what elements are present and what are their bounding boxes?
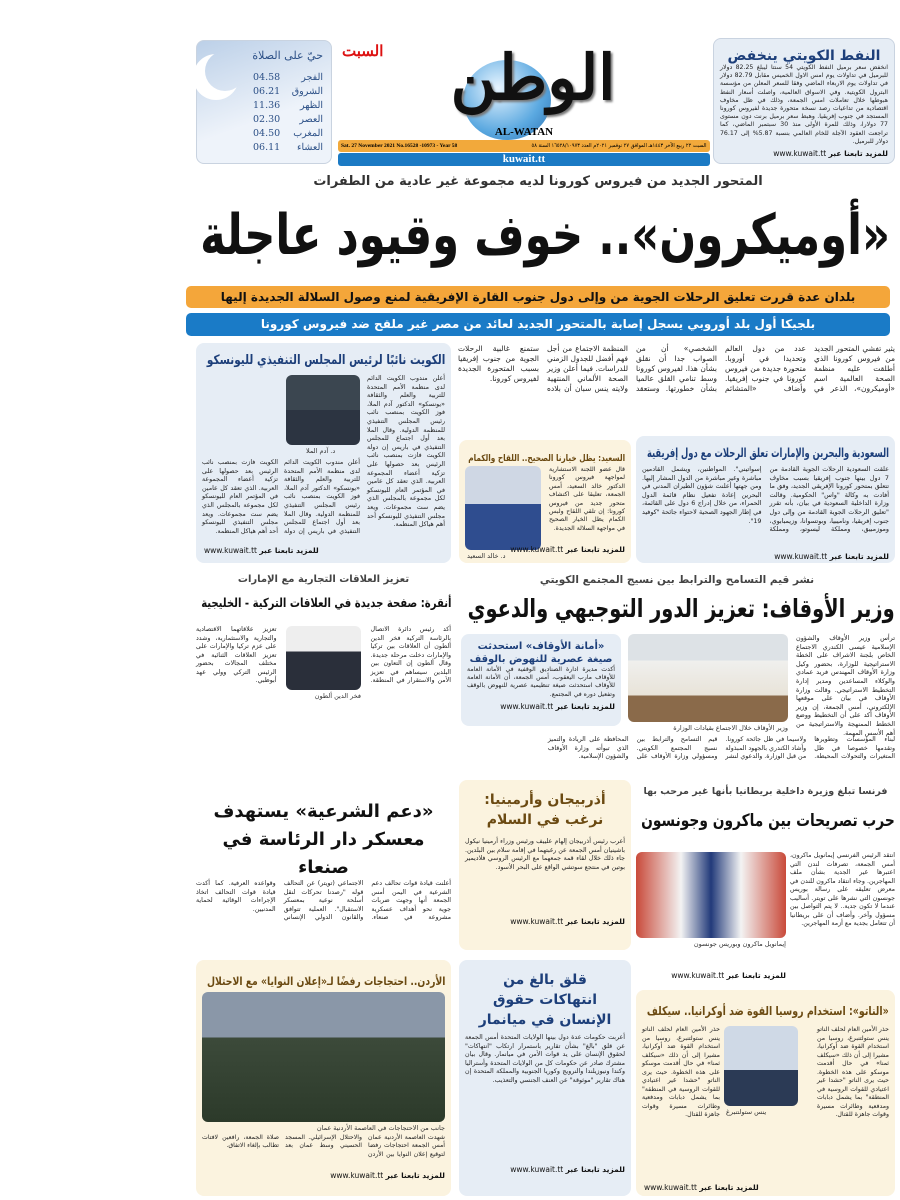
unesco-body-cont bbox=[202, 459, 360, 539]
awqaf-bottom: لبناء المؤسسات وتطويرها وتقدمها خصوصا في ظل المتغيرات والتحولات المحيطة. ولاسيما في ظل جائحة كورونا. وأشاد الكندري بالجهود المبذولة من قبل الوزارة. والدعوي لنشر قيم التسامح والترابط بين نسيج المجتمع الكويتي. ومسؤولي وزارة الأوقاف على المحافظة على الريادة والتميز الذي تبوأته وزارة الأوقاف والشؤون الإسلامية. bbox=[547, 736, 895, 760]
saeed-title: السعيد: يظل خيارنا الصحيح.. اللقاح والكمام bbox=[468, 454, 625, 464]
awqaf-caption: وزير الأوقاف خلال الاجتماع بقيادات الوزارة bbox=[673, 724, 788, 732]
myanmar-more: للمزيد تابعنا عبر bbox=[565, 1165, 625, 1174]
prayer-name: العصر bbox=[299, 114, 323, 125]
awqaf-url[interactable]: www.kuwait.tt bbox=[500, 702, 554, 711]
azer-article bbox=[459, 780, 631, 950]
jordan-url[interactable]: www.kuwait.tt bbox=[330, 1171, 384, 1180]
azer-title: أذربيجان وأرمينيا: نرغب في السلام bbox=[484, 792, 606, 828]
prayer-time: 04.58 bbox=[253, 72, 281, 83]
oil-more: للمزيد تابعنا عبر bbox=[828, 149, 888, 158]
yemen-headline: «دعم الشرعية» يستهدف معسكر دار الرئاسة في صنعاء bbox=[213, 801, 434, 878]
saeed-url[interactable]: www.kuwait.tt bbox=[510, 545, 564, 554]
unesco-title-wrap bbox=[202, 349, 445, 369]
saudi-title-wrap bbox=[642, 442, 889, 461]
nato-more: للمزيد تابعنا عبر bbox=[699, 1183, 759, 1192]
lead-banner-blue bbox=[186, 313, 890, 336]
saeed-photo bbox=[465, 466, 541, 550]
myanmar-title: قلق بالغ من انتهاكات حقوق الإنسان في ميانمار bbox=[478, 972, 612, 1028]
oil-news-box bbox=[713, 38, 895, 164]
nato-body: حذر الأمين العام لحلف الناتو ينس ستولتنبرغ، روسيا من استخدام القوة ضد أوكرانيا، مشيرا إلى أن ذلك «سيكلف ثمنا» في حال أقدمت موسكو على هذه الخطوة. حيث يرى الناتو "حشدا غير اعتيادي للقوات الروسية في المنطقة" بما يشمل دبابات ومدفعية وطائرات مسيرة وقوات جاهزة للقتال. bbox=[817, 1026, 889, 1118]
unesco-title: الكويت نائبًا لرئيس المجلس التنفيذي لليونسكو bbox=[206, 353, 445, 368]
prayer-name: الشروق bbox=[291, 86, 323, 97]
prayer-title: حيّ على الصلاة bbox=[252, 49, 323, 62]
nato-photo bbox=[724, 1026, 798, 1106]
oil-title: النفط الكويتي ينخفض bbox=[727, 48, 881, 64]
nato-body-text: حذر الأمين العام لحلف الناتو ينس ستولتنبرغ، روسيا من استخدام القوة ضد أوكرانيا، مشيرا إلى أن ذلك «سيكلف ثمنا» في حال أقدمت موسكو على هذه الخطوة. حيث يرى الناتو "حشدا غير اعتيادي للقوات الروسية في المنطقة" بما يشمل دبابات ومدفعية وطائرات مسيرة وقوات جاهزة للقتال. bbox=[642, 1026, 720, 1118]
logo: الوطن bbox=[450, 41, 616, 114]
unesco-caption: د. آدم الملا bbox=[306, 447, 336, 455]
azer-url[interactable]: www.kuwait.tt bbox=[510, 917, 564, 926]
saudi-article bbox=[636, 436, 895, 563]
date-english: Sat. 27 November 2021 No.16528 -10973 - Year 58 bbox=[341, 143, 458, 149]
saudi-title: السعودية والبحرين والإمارات تعلق الرحلات مع دول إفريقية bbox=[646, 445, 889, 460]
france-caption: إيمانويل ماكرون وبوريس جونسون bbox=[693, 940, 786, 948]
unesco-article bbox=[196, 343, 451, 563]
myanmar-url[interactable]: www.kuwait.tt bbox=[510, 1165, 564, 1174]
prayer-row bbox=[253, 141, 323, 155]
saeed-caption: د. خالد السعيد bbox=[467, 552, 506, 560]
lead-headline: «أوميكرون».. خوف وقيود عاجلة bbox=[200, 203, 890, 268]
awqaf-headline-wrap bbox=[459, 592, 895, 626]
france-url[interactable]: www.kuwait.tt bbox=[671, 971, 725, 980]
saeed-title-wrap bbox=[465, 446, 625, 462]
turkey-headline-wrap bbox=[196, 592, 451, 614]
awqaf-box bbox=[461, 634, 621, 726]
prayer-row bbox=[253, 71, 323, 85]
unesco-more: للمزيد تابعنا عبر bbox=[259, 546, 319, 555]
france-headline-wrap bbox=[636, 806, 895, 836]
prayer-name: الفجر bbox=[301, 72, 323, 83]
france-headline: حرب تصريحات بين ماكرون وجونسون bbox=[641, 811, 895, 831]
france-kicker: فرنسا تبلغ وزيرة داخلية بريطانيا بأنها غير مرحب بها bbox=[643, 786, 888, 797]
turkey-kicker: تعزيز العلاقات التجارية مع الإمارات bbox=[237, 574, 410, 585]
saeed-body: قال عضو اللجنة الاستشارية لمواجهة فيروس كورونا الدكتور خالد السعيد، أمس الجمعة، تعليقا على اكتشاف متحور جديد من فيروس كورونا: إن تلقي اللقاح ولبس الكمام يظل الخيار الصحيح في مواجهة السلالة الجديدة. bbox=[549, 466, 625, 532]
lead-body: يثير تفشي المتحور الجديد من فيروس كورونا الذي أطلقت عليه منظمة الصحة العالمية اسم «أوميكرون»، الذعر في عدد من دول العالم وتحديدا في أوروبا. متحورة جديدة من فيروس كورونا في جنوب إفريقيا. وأضاف «المتشائم الشخصي» أن من الصواب جدا أن نقلق بشأن هذا. لفيروس كورونا وسط تنامي القلق عالميا بشأن خطورتها. وستعقد المنظمة الاجتماع من أجل فهم أفضل للجدول الزمني للدراسات. فيما أعلن وزير الصحة الألماني المنتهية ولايته ينس سبان أن بلاده ستمنع غالبية الرحلات الجوية من جنوب إفريقيا بسبب المتحورة الجديدة لفيروس كورونا. bbox=[458, 344, 895, 393]
date-arabic-wrap bbox=[524, 140, 707, 152]
prayer-row bbox=[253, 127, 323, 141]
myanmar-body: أعربت حكومات عدة دول بينها الولايات المتحدة أمس الجمعة عن قلق "بالغ" بشأن تقارير باستمرار ارتكاب "انتهاكات" لحقوق الإنسان على يد قوات الأمن في ميانمار. وقال بيان مشترك صادر عن حكومات كل من الولايات المتحدة وأستراليا وكندا ونيوزيلندا والنرويج وكوريا الجنوبية والمملكة المتحدة إن هناك تقارير "موثوقة" عن العنف الجنسي والتعذيب. bbox=[465, 1034, 625, 1084]
saudi-more: للمزيد تابعنا عبر bbox=[829, 552, 889, 561]
awqaf-box-title: «أمانة الأوقاف» استحدثت صيغة عصرية للنهوض بالوقف bbox=[469, 641, 613, 665]
lead-banner-orange-text: بلدان عدة قررت تعليق الرحلات الجوية من وإلى دول جنوب القارة الإفريقية لمنع وصول السلالة الجديدة إليها bbox=[220, 290, 856, 304]
jordan-body: شهدت العاصمة الأردنية عمان أمس الجمعة احتجاجات رفضا لتوقيع إعلان النوايا بين الأردن والاحتلال الإسرائيلي. المسجد الحسيني وسط عمان بعد صلاة الجمعة، رافعين لافتات تطالب بإلغاء الاتفاق. bbox=[202, 1134, 445, 1158]
jordan-caption: جانب من الاحتجاجات في العاصمة الأردنية عمان bbox=[316, 1124, 445, 1132]
saeed-article bbox=[459, 440, 631, 563]
france-more: للمزيد تابعنا عبر bbox=[726, 971, 786, 980]
prayer-time: 06.11 bbox=[253, 142, 281, 153]
jordan-photo bbox=[202, 992, 445, 1122]
prayer-name: الظهر bbox=[300, 100, 323, 111]
prayer-time: 06.21 bbox=[253, 86, 281, 97]
prayer-row bbox=[253, 85, 323, 99]
france-link bbox=[636, 971, 786, 980]
lead-banner-blue-text: بلجيكا أول بلد أوروبي يسجل إصابة بالمتحور الجديد لعائد من مصر غير ملقح ضد فيروس كورونا bbox=[260, 317, 816, 331]
jordan-title: الأردن.. احتجاجات رفضًا لـ«إعلان النوايا» مع الاحتلال bbox=[206, 974, 445, 988]
prayer-name: العشاء bbox=[297, 142, 323, 153]
prayer-name: المغرب bbox=[293, 128, 323, 139]
lead-kicker: المتحور الجديد من فيروس كورونا لديه مجموعة غير عادية من الطفرات bbox=[313, 174, 763, 189]
prayer-time: 11.36 bbox=[253, 100, 281, 111]
crescent-moon-icon bbox=[205, 51, 245, 91]
nato-article bbox=[636, 990, 895, 1196]
jordan-more: للمزيد تابعنا عبر bbox=[385, 1171, 445, 1180]
unesco-photo bbox=[286, 375, 360, 445]
unesco-body: أعلن مندوب الكويت الدائم لدى منظمة الأمم المتحدة للتربية والعلم والثقافة «يونسكو» الدكتور آدم الملا، فوز الكويت بمنصب نائب رئيس المجلس التنفيذي للمنظمة الدولية. وقال الملا بعد أول اجتماع للمجلس التنفيذي في باريس إن دولة الكويت فازت بمنصب نائب الرئيس بعد حصولها على تزكية أعضاء المجموعة العربية. الذي تعقد كل عامين في المؤتمر العام لليونسكو لكل مجموعة بالمجلس الذي يضم ست مجموعات. ويعد مجلس التنفيذي لليونسكو أحد أهم هياكل المنظمة. bbox=[367, 375, 445, 529]
turkey-headline: أنقرة: صفحة جديدة في العلاقات التركية - الخليجية bbox=[200, 595, 451, 610]
unesco-url[interactable]: www.kuwait.tt bbox=[204, 546, 257, 555]
masthead bbox=[338, 38, 710, 166]
turkey-caption: فخر الدين ألطون bbox=[314, 692, 361, 700]
saudi-body: علقت السعودية الرحلات الجوية القادمة من 7 دول بينها جنوب إفريقيا بسبب مخاوف تتعلق بمتحور كورونا الإفريقي الجديد، وفق ما أفادت به وكالة "واس" الحكومية. وقالت وزارة الداخلية السعودية في بيان، بأنه تقرر "تعليق الرحلات الجوية القادمة من وإلى دول جنوب إفريقيا، وناميبيا، وبوتسوانا، وزيمبابوي، وموزمبيق، ومملكة ليسوتو، ومملكة إسواتيني". المواطنين، ويشمل القادمين مباشرة وغير مباشرة من الدول المشار إليها. ومن جهتها أعلنت شؤون الطيران المدني في البحرين إعادة تفعيل نظام قائمة الدول الحمراء، من خلال إدراج 6 دول على القائمة، في إطار الجهود الصحية لاحتواء جائحة "كوفيد 19". bbox=[642, 465, 889, 534]
oil-body: انخفض سعر برميل النفط الكويتي 54 سنتا ليبلغ 82.25 دولار للبرميل في تداولات يوم امس الاول الخميس مقابل 82.79 دولار في تداولات يوم الاربعاء الماضي وفقا للسعر المعلن من مؤسسة البترول الكويتية. وفي الاسواق العالمية، واصلت أسعار النفط هبوطها خلال تعاملات امس الجمعة، وذلك في ظل مخاوف اقتصادية من تداعيات رصد نسخة متحورة جديدة لفيروس كورونا المستجد في جنوب إفريقيا. وهبط سعر برميل برنت دون مستوى 77 دولارا، وذلك للمرة الأولى منذ 30 سبتمبر الماضي، كما تراجعت العقود الآجلة للخام العالمي بنسبة 5.87% إلى 76.17 دولار للبرميل. bbox=[720, 64, 888, 145]
date-arabic: السبت ٢٢ ربيع الآخر ١٤٤٣هـ الموافق ٢٧ نوفمبر ٢٠٢١م العدد ١٦٥٢٨/١٠٩٧٣ السنة ٥٨ bbox=[531, 143, 707, 149]
saudi-url[interactable]: www.kuwait.tt bbox=[774, 552, 828, 561]
prayer-row bbox=[253, 99, 323, 113]
oil-title-wrap bbox=[720, 45, 888, 64]
prayer-times-list bbox=[253, 71, 323, 155]
turkey-body: أكد رئيس دائرة الاتصال بالرئاسة التركية فخر الدين ألطون أن العلاقات بين تركيا والإمارات دخلت مرحلة جديدة. وقال ألطون إن التعاون بين البلدين سيساهم في تعزيز الأمن والاستقرار في المنطقة. تعزيز علاقاتهما الاقتصادية والتجارية والاستثمارية، وشدد على عزم تركيا والإمارات على تعزيز العلاقات الثنائية في مختلف المجالات بحضور الرئيس التركي وولي عهد أبوظبي. bbox=[196, 626, 451, 684]
unesco-body-text: أعلن مندوب الكويت الدائم لدى منظمة الأمم المتحدة للتربية والعلم والثقافة «يونسكو» الدكتور آدم الملا، فوز الكويت بمنصب نائب رئيس المجلس التنفيذي للمنظمة الدولية. وقال الملا بعد أول اجتماع للمجلس التنفيذي في باريس إن دولة الكويت فازت بمنصب نائب الرئيس بعد حصولها على تزكية أعضاء المجموعة العربية. الذي تعقد كل عامين في المؤتمر العام لليونسكو لكل مجموعة بالمجلس الذي يضم ست مجموعات. ويعد مجلس التنفيذي لليونسكو أحد أهم هياكل المنظمة. bbox=[202, 459, 360, 535]
lead-headline-wrap bbox=[186, 196, 890, 278]
prayer-time: 02.30 bbox=[253, 114, 281, 125]
awqaf-photo bbox=[628, 634, 788, 722]
lead-banner-orange bbox=[186, 286, 890, 308]
latin-name: AL-WATAN bbox=[494, 126, 554, 138]
nato-title-wrap bbox=[642, 1000, 889, 1020]
myanmar-article bbox=[459, 960, 631, 1196]
awqaf-more: للمزيد تابعنا عبر bbox=[555, 702, 615, 711]
awqaf-headline: وزير الأوقاف: تعزيز الدور التوجيهي والدعوي bbox=[467, 594, 895, 623]
prayer-time: 04.50 bbox=[253, 128, 281, 139]
saeed-more: للمزيد تابعنا عبر bbox=[565, 545, 625, 554]
oil-url[interactable]: www.kuwait.tt bbox=[773, 149, 827, 158]
nato-caption: ينس ستولتنبرغ bbox=[726, 1108, 767, 1116]
awqaf-kicker: نشر قيم التسامح والترابط بين نسيج المجتمع الكويتي bbox=[539, 574, 815, 586]
azer-body: أعرب رئيس أذربيجان إلهام علييف ورئيس وزراء أرمينيا نيكول باشينيان أمس الجمعة عن رغبتهما في إقامة سلام بين البلدين. جاء ذلك خلال لقاء قمة جمعهما مع الرئيس الروسي فلاديمير بوتين في منتجع سوتشي الواقع على البحر الأسود. bbox=[465, 838, 625, 871]
date-bar bbox=[338, 140, 710, 152]
azer-more: للمزيد تابعنا عبر bbox=[565, 917, 625, 926]
nato-title: «الناتو»: استخدام روسيا القوة ضد أوكرانيا.. سيكلف bbox=[647, 1004, 889, 1018]
france-photo bbox=[636, 852, 786, 938]
awqaf-box-body: أكدت مديرة ادارة الصناديق الوقفية في الأمانة العامة للأوقاف مارب اليعقوب، أمس الجمعة، أن الأمانة العامة للأوقاف استحدثت صيغة تنظيمية عصرية للنهوض بالوقف وتفعيل دوره في المجتمع. bbox=[467, 666, 615, 698]
france-body: انتقد الرئيس الفرنسي إيمانويل ماكرون، أمس الجمعة، تصرفات لندن التي اعتبرها غير الجدية بشأن ملف المهاجرين. وجاء انتقاد ماكرون للندن في معرض تعليقه على رسالة بوريس جونسون التي نشرها على تويتر. أساليب عندما لا تكون جدية.. لا يتم التواصل بين مسؤول وآخر. وأضاف أن على بريطانيا أن تتعامل بجدية مع أزمة المهاجرين. bbox=[790, 852, 895, 927]
date-english-wrap bbox=[341, 140, 524, 152]
nato-body-cont bbox=[642, 1026, 720, 1176]
prayer-row bbox=[253, 113, 323, 127]
prayer-times-box bbox=[196, 40, 332, 164]
jordan-title-wrap bbox=[202, 970, 445, 986]
site-link[interactable]: kuwait.tt bbox=[338, 153, 710, 166]
yemen-body: أعلنت قيادة قوات تحالف دعم الشرعية في اليمن أمس الجمعة أنها وجهت ضربات جوية نحو أهداف عسكرية مشروعة في صنعاء. الاجتماعي (تويتر) عن التحالف قوله "رصدنا تحركات لنقل أسلحة نوعية بمعسكر الاستقبال". العملية تتوافق والقانون الدولي الإنساني وقواعده العرفية. كما أكدت قيادة قوات التحالف اتخاذ الإجراءات الوقائية لحماية المدنيين. bbox=[196, 880, 451, 921]
nato-url[interactable]: www.kuwait.tt bbox=[644, 1183, 697, 1192]
jordan-article bbox=[196, 960, 451, 1196]
day-label: السبت bbox=[342, 42, 384, 60]
awqaf-body: ترأس وزير الأوقاف والشؤون الإسلامية عيسى الكندري الاجتماع الخاص بلجنة الاشراف على الخطة الاستراتيجية للوزارة، بحضور وكيل وزارة الأوقاف المهندس فريد عمادي والوكلاء المساعدين ومدير إدارة التخطيط الاستراتيجي. وقالت وزارة الأوقاف في بيان على موقعها الإلكتروني، أمس الجمعة، إن وزير الأوقاف أكد على أن التخطيط ووضع الخطط الممنهجة والاستراتيجية من أهم الأسس المهمة. bbox=[796, 634, 895, 737]
